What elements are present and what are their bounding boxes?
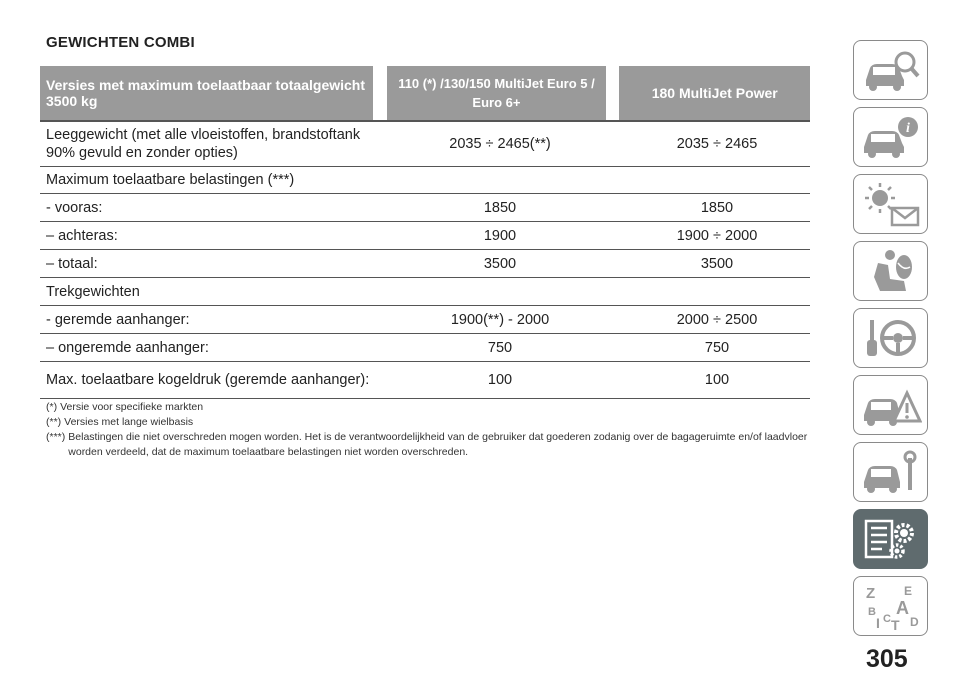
tab-warning-lights[interactable] — [853, 174, 928, 234]
car-magnifier-icon — [860, 46, 922, 94]
row-value-110: 1900(**) - 2000 — [450, 311, 550, 328]
footnote-key: (**) — [46, 416, 62, 428]
row-value-180: 1900 ÷ 2000 — [676, 227, 758, 244]
row-value-180: 2035 ÷ 2465 — [676, 136, 758, 152]
page-title: GEWICHTEN COMBI — [46, 34, 195, 51]
row-value-110: 2035 ÷ 2465(**) — [449, 136, 551, 152]
footnote-text: Versie voor specifieke markten — [60, 401, 204, 413]
weights-table — [40, 66, 810, 399]
svg-text:i: i — [905, 121, 910, 136]
footnote — [46, 400, 816, 415]
header-110-multijet: 110 (*) /130/150 MultiJet Euro 5 / Euro 6+ — [387, 66, 605, 120]
chapter-sidebar — [853, 40, 930, 643]
page-number: 305 — [866, 645, 908, 673]
car-info-icon — [860, 113, 922, 161]
svg-text:D: D — [909, 615, 919, 629]
svg-text:C: C — [882, 613, 891, 625]
row-value-180: 1850 — [700, 199, 734, 216]
tab-index[interactable] — [853, 576, 928, 636]
tab-technical-specs[interactable] — [853, 509, 928, 569]
table-row — [40, 222, 810, 250]
footnote-key: (***) — [46, 431, 66, 443]
svg-text:E: E — [903, 584, 912, 598]
row-label: Maximum toelaatbare belastingen (***) — [46, 172, 295, 188]
table-row — [40, 250, 810, 278]
table-row — [40, 362, 810, 399]
table-row — [40, 167, 810, 194]
tab-safety[interactable] — [853, 241, 928, 301]
svg-text:Z: Z — [865, 585, 875, 602]
footnote-text: Versies met lange wielbasis — [64, 416, 194, 428]
footnote-key: (*) — [46, 401, 58, 413]
row-value-110: 100 — [487, 372, 513, 388]
alphabet-index-icon — [860, 582, 922, 630]
row-label: Max. toelaatbare kogeldruk (geremde aanhanger): — [46, 372, 370, 388]
row-label: Trekgewichten — [46, 283, 140, 300]
header-versions: Versies met maximum toelaatbaar totaalgewicht 3500 kg — [40, 66, 373, 120]
row-label: – totaal: — [46, 255, 98, 272]
header-180-multijet: 180 MultiJet Power — [619, 66, 810, 120]
row-label: - vooras: — [46, 199, 103, 216]
warning-light-message-icon — [860, 180, 922, 228]
row-label: Leeggewicht (met alle vloeistoffen, brandstoftank 90% gevuld en zonder opties) — [46, 127, 361, 161]
tab-emergency[interactable] — [853, 375, 928, 435]
row-value-180: 2000 ÷ 2500 — [676, 311, 758, 328]
row-value-110: 1850 — [483, 199, 517, 216]
table-row — [40, 194, 810, 222]
tab-car-knowledge[interactable] — [853, 40, 928, 100]
car-wrench-icon — [860, 448, 922, 496]
row-value-180: 750 — [704, 339, 730, 356]
svg-text:A: A — [895, 598, 909, 618]
row-label: - geremde aanhanger: — [46, 311, 190, 328]
seat-airbag-icon — [860, 247, 922, 295]
row-value-110: 3500 — [483, 255, 517, 272]
row-label: – achteras: — [46, 227, 118, 244]
svg-text:I: I — [875, 615, 880, 630]
row-value-180: 3500 — [700, 255, 734, 272]
car-breakdown-warning-icon — [860, 381, 922, 429]
footnotes — [46, 400, 816, 460]
footnote — [46, 415, 816, 430]
table-header — [40, 66, 810, 120]
tab-starting-driving[interactable] — [853, 308, 928, 368]
footnote-text: Belastingen die niet overschreden mogen worden. Het is de verantwoordelijkheid van de gebruiker dat goederen zodanig over de bagageruimte en/of laadvloer worden verdeeld, dat de maximum toelaatbare belastingen niet worden overschreden. — [68, 431, 808, 458]
row-label: – ongeremde aanhanger: — [46, 339, 209, 356]
row-value-110: 750 — [487, 339, 513, 356]
tab-maintenance[interactable] — [853, 442, 928, 502]
table-row — [40, 120, 810, 167]
table-row — [40, 278, 810, 306]
key-steering-wheel-icon — [860, 314, 922, 362]
row-value-110: 1900 — [483, 227, 517, 244]
svg-text:T: T — [890, 617, 900, 630]
svg-text:B: B — [867, 606, 876, 618]
table-row — [40, 306, 810, 334]
table-row — [40, 334, 810, 362]
row-value-180: 100 — [704, 372, 730, 388]
tab-car-info[interactable] — [853, 107, 928, 167]
specs-gears-icon — [860, 515, 922, 563]
footnote — [46, 430, 816, 460]
